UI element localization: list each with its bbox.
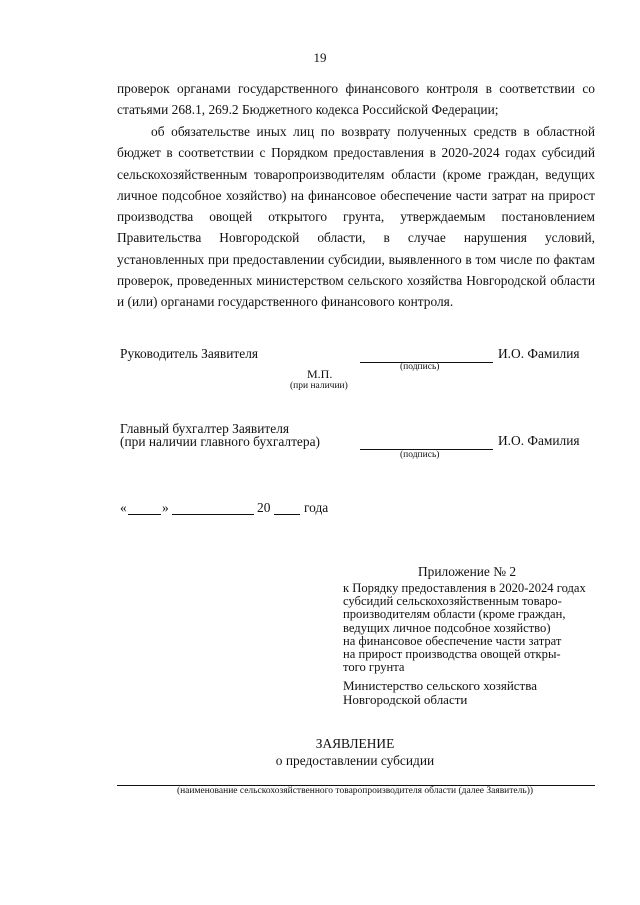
date-open-quote: « [120,500,127,515]
recipient-line: Министерство сельского хозяйства [343,678,537,693]
date-close-quote: » [162,500,169,515]
head-of-applicant-label: Руководитель Заявителя [120,346,259,361]
accountant-name-label: И.О. Фамилия [498,433,580,448]
chief-accountant-note: (при наличии главного бухгалтера) [120,434,320,449]
appendix-line: того грунта [343,660,405,675]
signature-caption-accountant: (подпись) [400,450,440,460]
date-year-word: года [304,500,329,515]
head-name-label: И.О. Фамилия [498,346,580,361]
appendix-line: ведущих личное подсобное хозяйство) [343,620,551,635]
stamp-note: (при наличии) [290,381,348,391]
date-year-blank [274,514,300,515]
paragraph-obligation: об обязательстве иных лиц по возврату полученных средств в областной бюджет в соответствии с Порядком предоставления в 2020-2024 годах субсидий сельскохозяйственным товаропроизводителям области (кроме граждан, ведущих личное подсобное хозяйство) на финансовое обеспечение части затрат на прирост производства овощей открытого грунта, утверждаемым постановлением Правительства Новгородской области, в случае нарушения условий, установленных при предоставлении субсидии, выявленного в том числе по фактам проверок, проведенных министерством сельского хозяйства Новгородской области и (или) органами государственного финансового контроля. [117,124,595,310]
date-day-blank [128,514,161,515]
signature-caption-head: (подпись) [400,362,440,372]
appendix-reference [343,582,595,674]
appendix-recipient [343,679,595,707]
statement-title: ЗАЯВЛЕНИЕ [315,736,395,751]
recipient-line: Новгородской области [343,692,468,707]
date-month-blank [172,514,254,515]
paragraph-inspection-bodies: проверок органами государственного финансового контроля в соответствии со статьями 268.1, 269.2 Бюджетного кодекса Российской Федерации; [117,81,595,118]
page-number: 19 [313,50,327,65]
appendix-line: на прирост производства овощей откры- [343,647,561,662]
appendix-line: субсидий сельскохозяйственным товаро- [343,594,562,609]
appendix-line: производителям области (кроме граждан, [343,607,566,622]
date-year-prefix: 20 [257,500,271,515]
appendix-line: к Порядку предоставления в 2020-2024 годах [343,581,586,595]
statement-subtitle: о предоставлении субсидии [275,753,435,768]
appendix-title: Приложение № 2 [418,564,517,579]
applicant-name-caption: (наименование сельскохозяйственного товаропроизводителя области (далее Заявитель)) [176,786,534,796]
stamp-place-label: М.П. [307,367,333,381]
appendix-line: на финансовое обеспечение части затрат [343,633,562,648]
chief-accountant-label: Главный бухгалтер Заявителя [120,421,290,436]
